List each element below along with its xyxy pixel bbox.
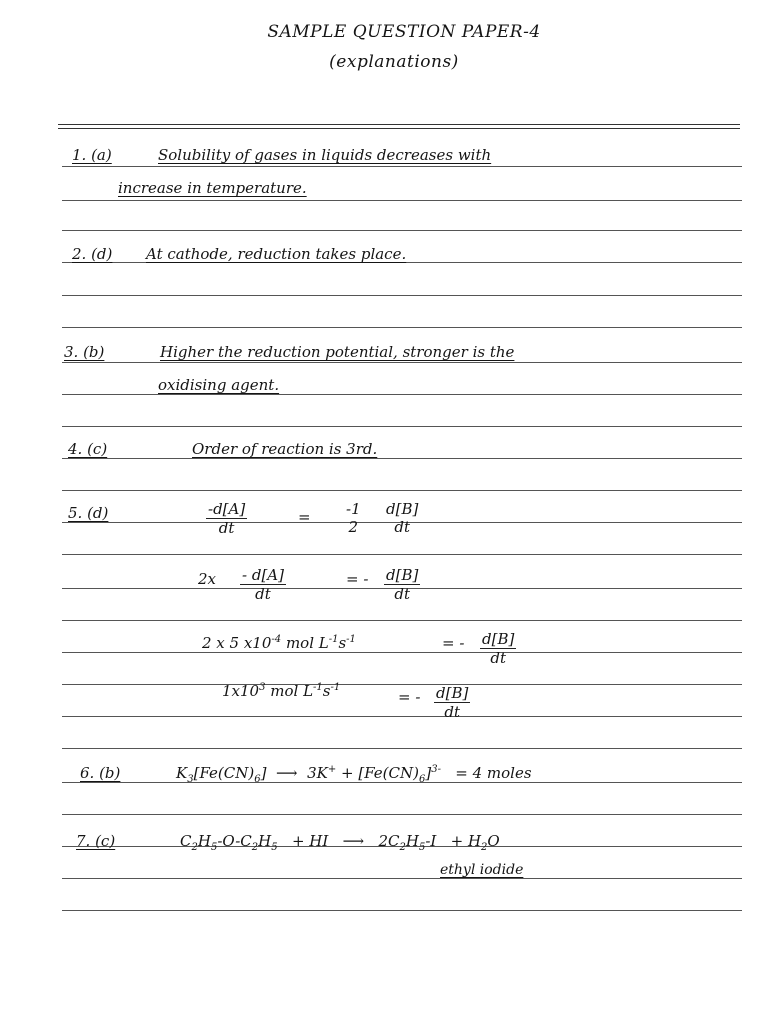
page-title: SAMPLE QUESTION PAPER-4 [267,22,541,42]
answer-3-line2: oxidising agent. [158,376,280,394]
eq3-line [202,634,356,652]
ruled-line [62,716,742,717]
ruled-line [62,166,742,167]
ruled-line [62,652,742,653]
answer-4-number: 4. (c) [68,440,108,458]
reactant-sub-2: 5 [210,842,218,853]
answer-2-number: 2. (d) [72,245,113,263]
reactant-h: H [197,832,211,850]
eq3-unit: mol L [285,634,329,652]
eq1-coef: -1 [346,500,361,518]
eq3-unit-exp: -1 [328,634,339,645]
reaction-arrow-7: ⟶ [342,832,365,850]
complex-close: ] [260,764,267,782]
eq3-s: s [338,634,347,652]
answer-3-line1: Higher the reduction potential, stronger is the [160,343,515,361]
product-2-close: ] [425,764,432,782]
eq2-lhs-den: dt [255,585,271,603]
eq4-s-exp: -1 [330,682,341,693]
eq4-s: s [322,682,331,700]
eq3-rhs-num: d[B] [482,630,515,648]
answer-7-equation [180,832,500,853]
ethyl-iodide-label: ethyl iodide [440,862,524,878]
product-1: 3K [307,764,328,782]
eq1-coef-fraction [344,500,363,536]
eq3-s-exp: -1 [346,634,356,645]
reactant-sub-3: 2 [251,842,259,853]
eq3-exp: -4 [271,634,282,645]
eq3-rhs-den: dt [490,649,506,667]
reactant-sub-1: 2 [191,842,198,853]
product-1-charge: + [327,764,337,775]
eq4-exp: 3 [259,682,266,693]
eq4-unit: mol L [270,682,314,700]
ruled-line [62,200,742,201]
answer-5-number: 5. (d) [68,504,109,522]
ruled-line [62,394,742,395]
moles-result: = 4 moles [455,764,532,782]
eq1-rhs-num: d[B] [386,500,419,518]
answer-4-line1: Order of reaction is 3rd. [192,440,378,458]
answer-1-line2: increase in temperature. [118,179,307,197]
ruled-line [62,748,742,749]
plus-sign: + [340,764,354,782]
ruled-line [62,910,742,911]
answer-6-number: 6. (b) [80,764,121,782]
ruled-line [62,458,742,459]
ruled-line [62,426,742,427]
ruled-line [62,814,742,815]
k-symbol: K [176,764,188,782]
reactant-c: C [180,832,192,850]
answer-1-line1: Solubility of gases in liquids decreases with [158,146,492,164]
ruled-line [62,620,742,621]
eq2-lhs-fraction [240,566,286,603]
complex-sub: 6 [254,774,261,785]
eq4-rhs-den: dt [444,703,460,721]
answer-7-number: 7. (c) [76,832,116,850]
ruled-line [62,684,742,685]
eq2-prefix: 2x [198,570,217,588]
water-o: O [487,832,500,850]
eq2-rhs-fraction [384,566,420,603]
answer-3-number: 3. (b) [64,343,105,361]
eq4-unit-exp: -1 [313,682,323,693]
product-2: [Fe(CN) [358,764,419,782]
ruled-line [62,554,742,555]
eq1-lhs-fraction [206,500,247,537]
eq4-equals: = - [398,688,421,706]
ruled-line [62,878,742,879]
header-divider [58,124,740,125]
eq1-rhs-fraction [384,500,420,536]
eq2-lhs-num: - d[A] [242,566,284,584]
product-sub-2: 5 [418,842,426,853]
eq3-text: 2 x 5 x10 [202,634,272,652]
eq1-lhs-num: -d[A] [208,500,246,518]
product-h: H [405,832,419,850]
reactant-ether: -O-C [217,832,252,850]
product-ethyl-iodide: 2C [378,832,400,850]
ruled-line [62,362,742,363]
eq1-coef-den: 2 [348,518,359,536]
product-iodide: -I [425,832,437,850]
eq1-lhs-den: dt [218,519,235,537]
eq2-rhs-num: d[B] [386,566,419,584]
reactant-h2: H [258,832,272,850]
reactant-sub-4: 5 [271,842,278,853]
eq1-rhs-den: dt [394,518,410,536]
eq2-equals: = - [346,570,369,588]
eq4-text: 1x10 [222,682,260,700]
complex: [Fe(CN) [193,764,255,782]
water-sub: 2 [481,842,488,853]
product-water: + H [450,832,482,850]
eq4-rhs-fraction [434,684,470,721]
k-sub: 3 [187,774,194,785]
eq1-equals: = [298,508,311,526]
answer-2-line1: At cathode, reduction takes place. [146,245,407,263]
reagent-hi: + HI [291,832,329,850]
reaction-arrow: ⟶ [276,764,298,782]
eq4-line [222,682,340,700]
answer-1-number: 1. (a) [72,146,112,164]
eq3-rhs-fraction [480,630,516,667]
ruled-line [62,490,742,491]
eq2-rhs-den: dt [394,585,410,603]
page-subtitle: (explanations) [329,52,459,72]
ruled-line [62,295,742,296]
header-divider-2 [58,128,740,129]
product-2-charge: 3- [431,764,441,775]
eq4-rhs-num: d[B] [436,684,469,702]
product-sub-1: 2 [399,842,406,853]
product-2-sub: 6 [418,774,426,785]
ruled-line [62,327,742,328]
eq3-equals: = - [442,634,465,652]
answer-6-equation [176,764,532,785]
ruled-line [62,230,742,231]
